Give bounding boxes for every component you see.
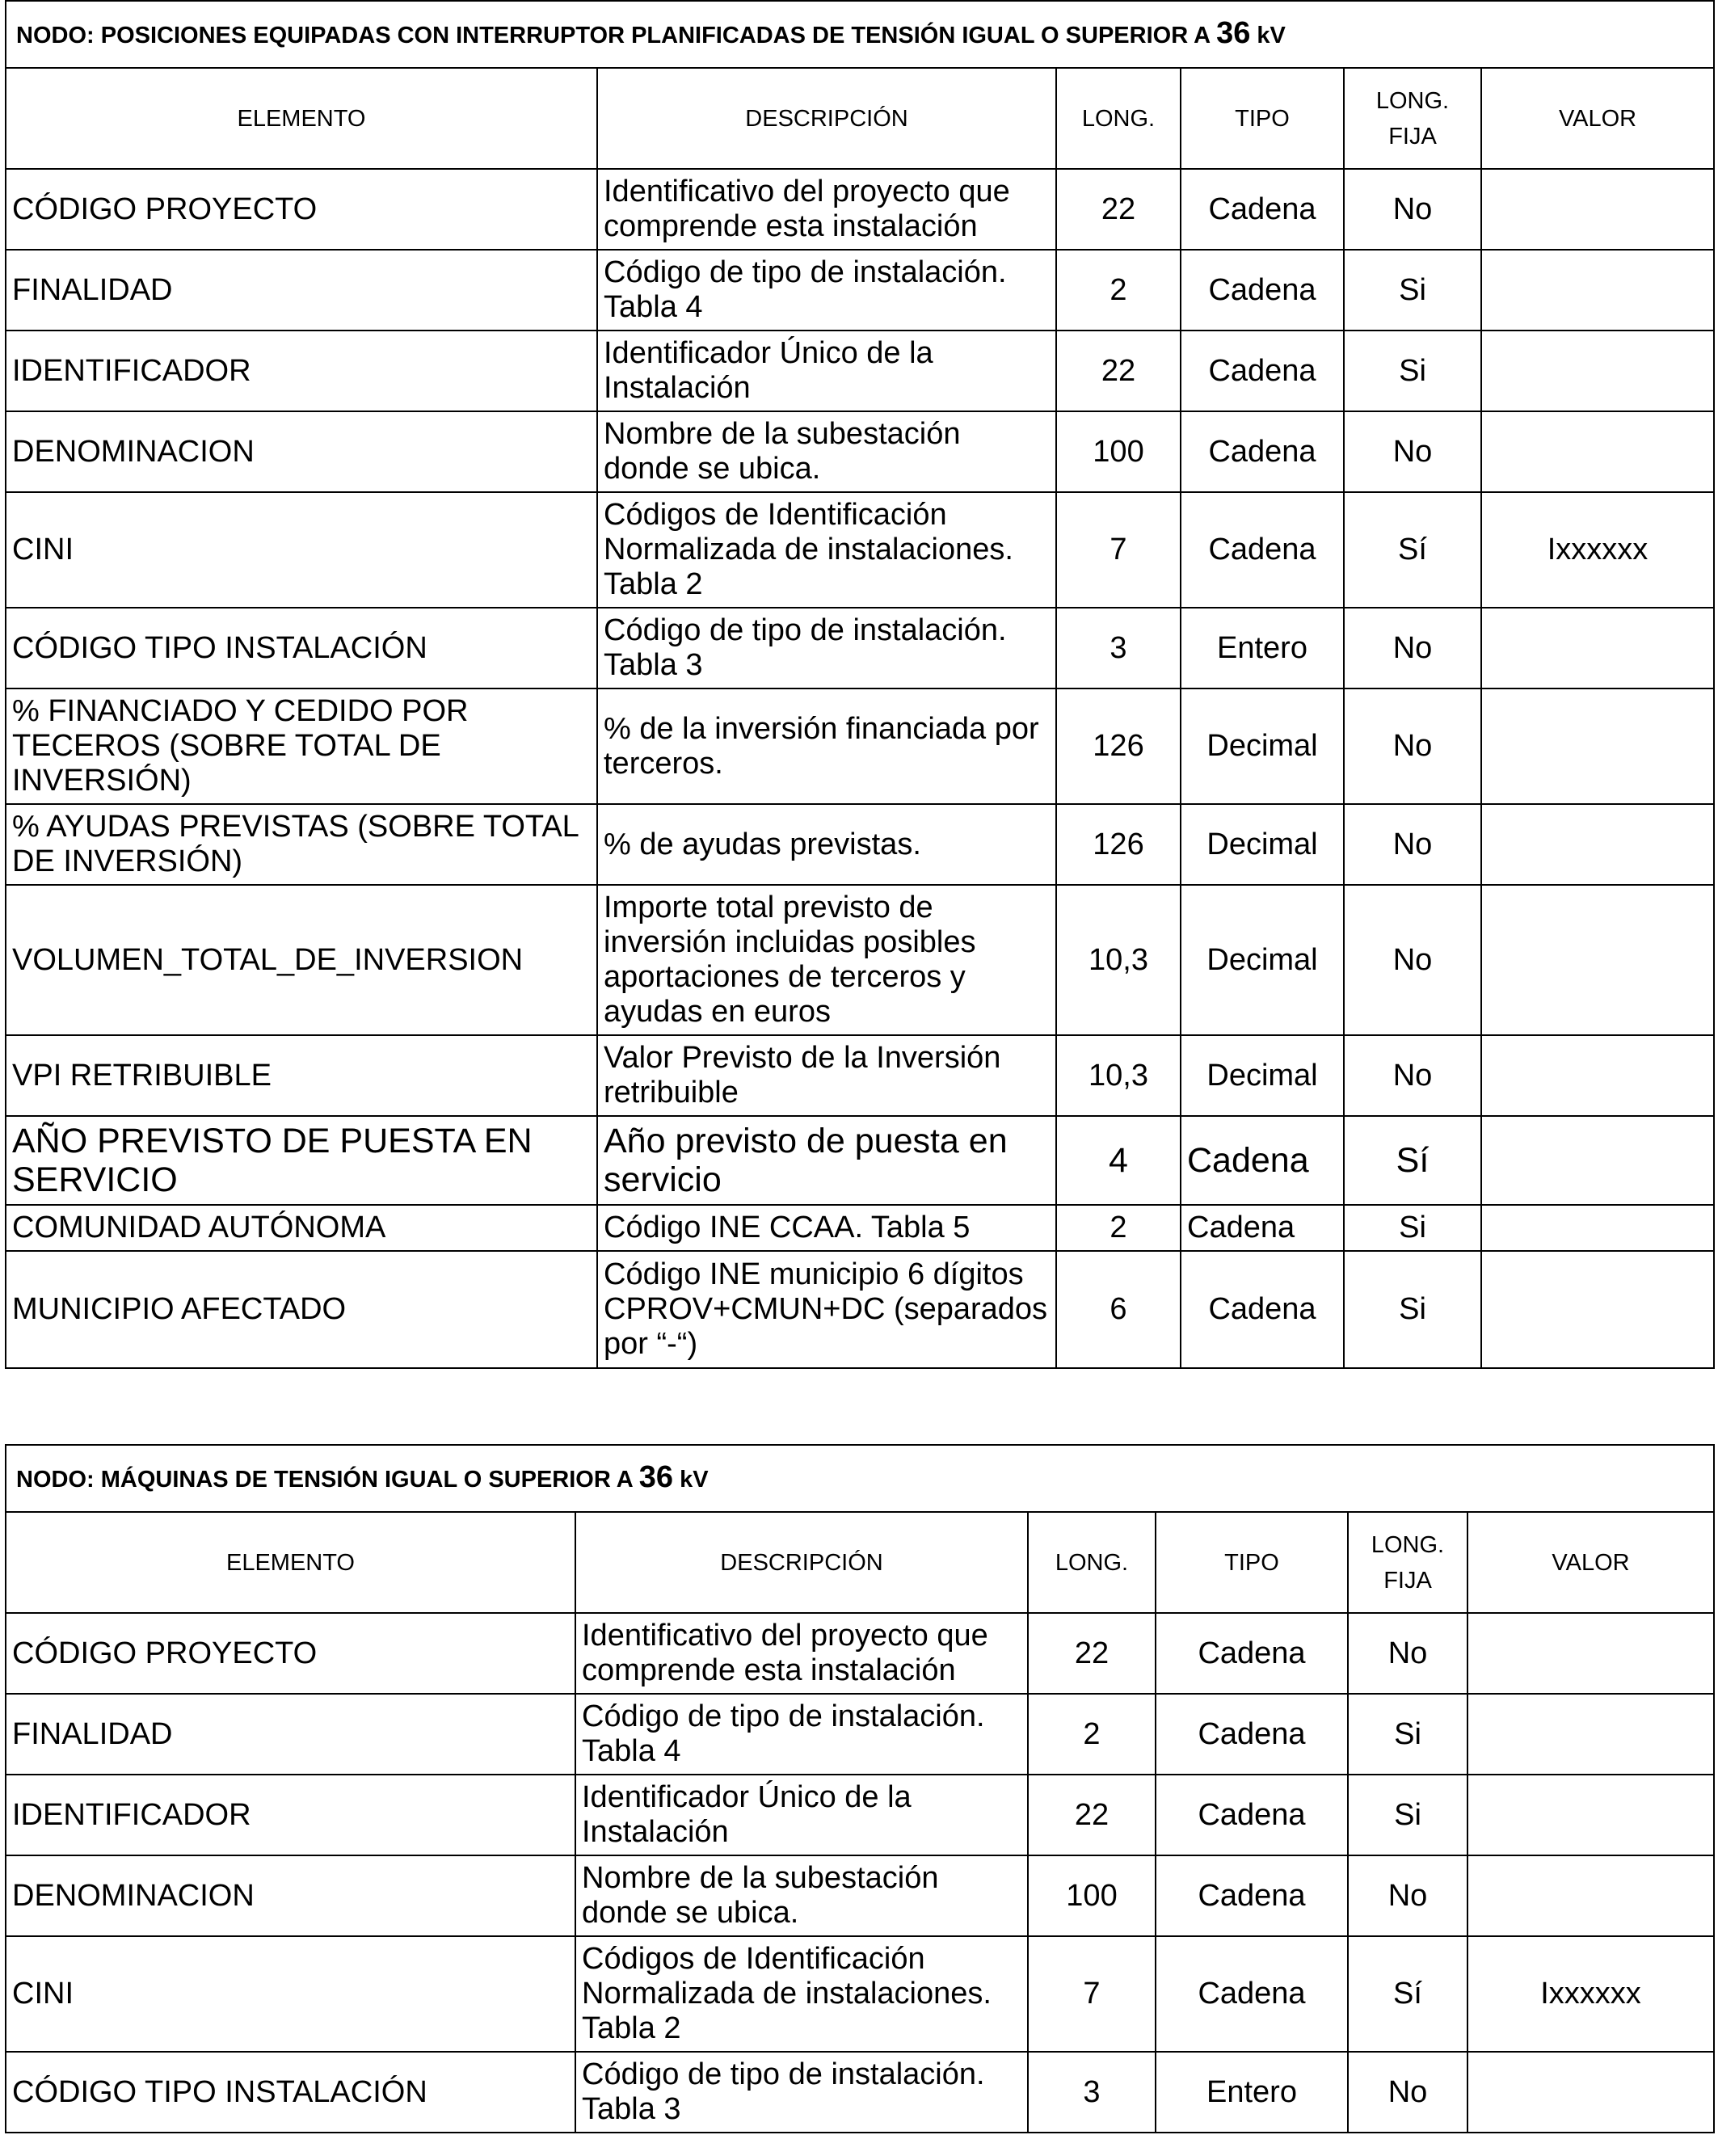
- cell-descripcion: Código de tipo de instalación. Tabla 3: [575, 2052, 1028, 2133]
- cell-valor: [1467, 2052, 1714, 2133]
- column-header-valor: VALOR: [1467, 1512, 1714, 1613]
- cell-tipo: Decimal: [1181, 885, 1344, 1035]
- cell-elemento: CINI: [6, 492, 597, 608]
- cell-tipo: Entero: [1156, 2052, 1348, 2133]
- cell-valor: [1481, 169, 1714, 250]
- table-row: [6, 1855, 1714, 1936]
- cell-descripcion: Valor Previsto de la Inversión retribuible: [597, 1035, 1056, 1116]
- cell-tipo: Decimal: [1181, 688, 1344, 804]
- cell-elemento: CÓDIGO PROYECTO: [6, 169, 597, 250]
- cell-tipo: Cadena: [1181, 1116, 1344, 1205]
- cell-long-fija: No: [1348, 1613, 1467, 1694]
- cell-long-fija: No: [1344, 688, 1481, 804]
- cell-long-fija: No: [1348, 1855, 1467, 1936]
- cell-long: 7: [1056, 492, 1181, 608]
- cell-long: 22: [1028, 1775, 1156, 1855]
- table-row: [6, 804, 1714, 885]
- table-row: [6, 1613, 1714, 1694]
- cell-valor: [1481, 1205, 1714, 1251]
- cell-long: 22: [1028, 1613, 1156, 1694]
- cell-descripcion: Identificador Único de la Instalación: [597, 331, 1056, 411]
- cell-elemento: FINALIDAD: [6, 1694, 575, 1775]
- table-row: [6, 688, 1714, 804]
- posiciones-table: [5, 0, 1715, 1369]
- column-header-elemento: ELEMENTO: [6, 68, 597, 169]
- table-row: [6, 1936, 1714, 2052]
- cell-elemento: % AYUDAS PREVISTAS (SOBRE TOTAL DE INVERSIÓN): [6, 804, 597, 885]
- cell-tipo: Cadena: [1181, 250, 1344, 331]
- cell-descripcion: Identificador Único de la Instalación: [575, 1775, 1028, 1855]
- cell-descripcion: Nombre de la subestación donde se ubica.: [575, 1855, 1028, 1936]
- cell-valor: [1481, 804, 1714, 885]
- cell-descripcion: Identificativo del proyecto que comprende esta instalación: [597, 169, 1056, 250]
- cell-elemento: VOLUMEN_TOTAL_DE_INVERSION: [6, 885, 597, 1035]
- cell-descripcion: Código INE CCAA. Tabla 5: [597, 1205, 1056, 1251]
- cell-valor: [1481, 1251, 1714, 1368]
- cell-long: 10,3: [1056, 885, 1181, 1035]
- table-row: [6, 169, 1714, 250]
- cell-tipo: Decimal: [1181, 804, 1344, 885]
- cell-long: 10,3: [1056, 1035, 1181, 1116]
- cell-tipo: Entero: [1181, 608, 1344, 688]
- cell-valor: [1481, 331, 1714, 411]
- cell-valor: [1481, 250, 1714, 331]
- cell-descripcion: Nombre de la subestación donde se ubica.: [597, 411, 1056, 492]
- table-row: [6, 608, 1714, 688]
- cell-tipo: Cadena: [1181, 1205, 1344, 1251]
- column-header-long-fija: LONG. FIJA: [1348, 1512, 1467, 1613]
- cell-long-fija: Si: [1344, 331, 1481, 411]
- column-header-descripcion: DESCRIPCIÓN: [597, 68, 1056, 169]
- cell-elemento: CÓDIGO PROYECTO: [6, 1613, 575, 1694]
- cell-long-fija: Si: [1348, 1775, 1467, 1855]
- cell-valor: [1481, 1116, 1714, 1205]
- column-header-tipo: TIPO: [1156, 1512, 1348, 1613]
- cell-long: 2: [1056, 1205, 1181, 1251]
- table-title: NODO: POSICIONES EQUIPADAS CON INTERRUPTOR PLANIFICADAS DE TENSIÓN IGUAL O SUPERIOR A 36 kV: [6, 1, 1714, 68]
- table-row: [6, 1205, 1714, 1251]
- cell-elemento: VPI RETRIBUIBLE: [6, 1035, 597, 1116]
- cell-long-fija: No: [1344, 885, 1481, 1035]
- cell-tipo: Cadena: [1181, 1251, 1344, 1368]
- cell-tipo: Cadena: [1181, 331, 1344, 411]
- cell-long-fija: Si: [1348, 1694, 1467, 1775]
- cell-tipo: Cadena: [1181, 169, 1344, 250]
- cell-long-fija: Sí: [1344, 492, 1481, 608]
- table-row: [6, 1035, 1714, 1116]
- cell-elemento: CÓDIGO TIPO INSTALACIÓN: [6, 2052, 575, 2133]
- table-row: [6, 885, 1714, 1035]
- cell-long: 22: [1056, 169, 1181, 250]
- cell-valor: [1481, 608, 1714, 688]
- cell-long: 100: [1056, 411, 1181, 492]
- cell-descripcion: Código de tipo de instalación. Tabla 3: [597, 608, 1056, 688]
- cell-long-fija: Sí: [1348, 1936, 1467, 2052]
- cell-long: 4: [1056, 1116, 1181, 1205]
- cell-tipo: Cadena: [1156, 1613, 1348, 1694]
- table-row: [6, 1116, 1714, 1205]
- column-header-descripcion: DESCRIPCIÓN: [575, 1512, 1028, 1613]
- column-header-valor: VALOR: [1481, 68, 1714, 169]
- table-row: [6, 1775, 1714, 1855]
- cell-tipo: Cadena: [1156, 1855, 1348, 1936]
- table-title: NODO: MÁQUINAS DE TENSIÓN IGUAL O SUPERIOR A 36 kV: [6, 1445, 1714, 1512]
- column-header-long-fija: LONG. FIJA: [1344, 68, 1481, 169]
- cell-long-fija: No: [1344, 411, 1481, 492]
- cell-valor: [1481, 885, 1714, 1035]
- cell-descripcion: Códigos de Identificación Normalizada de instalaciones. Tabla 2: [575, 1936, 1028, 2052]
- cell-long: 2: [1028, 1694, 1156, 1775]
- cell-long-fija: Si: [1344, 1205, 1481, 1251]
- cell-elemento: CINI: [6, 1936, 575, 2052]
- cell-long: 100: [1028, 1855, 1156, 1936]
- cell-descripcion: Código de tipo de instalación. Tabla 4: [575, 1694, 1028, 1775]
- cell-long-fija: Sí: [1344, 1116, 1481, 1205]
- cell-valor: [1467, 1775, 1714, 1855]
- table-row: [6, 492, 1714, 608]
- cell-elemento: CÓDIGO TIPO INSTALACIÓN: [6, 608, 597, 688]
- cell-valor: Ixxxxxx: [1481, 492, 1714, 608]
- cell-tipo: Cadena: [1156, 1775, 1348, 1855]
- cell-long: 22: [1056, 331, 1181, 411]
- cell-valor: [1481, 411, 1714, 492]
- table-row: [6, 1251, 1714, 1368]
- cell-valor: [1467, 1694, 1714, 1775]
- cell-long: 126: [1056, 688, 1181, 804]
- cell-long: 2: [1056, 250, 1181, 331]
- cell-long: 3: [1056, 608, 1181, 688]
- cell-elemento: COMUNIDAD AUTÓNOMA: [6, 1205, 597, 1251]
- cell-long-fija: No: [1348, 2052, 1467, 2133]
- cell-elemento: IDENTIFICADOR: [6, 1775, 575, 1855]
- table-row: [6, 2052, 1714, 2133]
- table-row: [6, 250, 1714, 331]
- cell-long: 126: [1056, 804, 1181, 885]
- cell-long-fija: No: [1344, 1035, 1481, 1116]
- column-header-elemento: ELEMENTO: [6, 1512, 575, 1613]
- cell-descripcion: Códigos de Identificación Normalizada de instalaciones. Tabla 2: [597, 492, 1056, 608]
- cell-valor: [1481, 1035, 1714, 1116]
- column-header-long: LONG.: [1028, 1512, 1156, 1613]
- cell-descripcion: Importe total previsto de inversión incluidas posibles aportaciones de terceros y ayudas en euros: [597, 885, 1056, 1035]
- cell-valor: [1481, 688, 1714, 804]
- cell-descripcion: Año previsto de puesta en servicio: [597, 1116, 1056, 1205]
- cell-valor: [1467, 1855, 1714, 1936]
- cell-elemento: AÑO PREVISTO DE PUESTA EN SERVICIO: [6, 1116, 597, 1205]
- column-header-tipo: TIPO: [1181, 68, 1344, 169]
- cell-elemento: FINALIDAD: [6, 250, 597, 331]
- table-row: [6, 331, 1714, 411]
- table-row: [6, 1694, 1714, 1775]
- cell-valor: [1467, 1613, 1714, 1694]
- cell-elemento: % FINANCIADO Y CEDIDO POR TECEROS (SOBRE TOTAL DE INVERSIÓN): [6, 688, 597, 804]
- column-header-long: LONG.: [1056, 68, 1181, 169]
- cell-descripcion: % de ayudas previstas.: [597, 804, 1056, 885]
- cell-elemento: DENOMINACION: [6, 1855, 575, 1936]
- cell-descripcion: Identificativo del proyecto que comprende esta instalación: [575, 1613, 1028, 1694]
- cell-tipo: Cadena: [1181, 411, 1344, 492]
- cell-descripcion: Código de tipo de instalación. Tabla 4: [597, 250, 1056, 331]
- cell-tipo: Cadena: [1156, 1694, 1348, 1775]
- cell-long-fija: No: [1344, 804, 1481, 885]
- cell-long: 7: [1028, 1936, 1156, 2052]
- cell-long-fija: No: [1344, 169, 1481, 250]
- maquinas-table: [5, 1444, 1715, 2133]
- cell-tipo: Cadena: [1156, 1936, 1348, 2052]
- cell-valor: Ixxxxxx: [1467, 1936, 1714, 2052]
- cell-long-fija: Si: [1344, 250, 1481, 331]
- cell-long-fija: No: [1344, 608, 1481, 688]
- cell-long-fija: Si: [1344, 1251, 1481, 1368]
- cell-tipo: Cadena: [1181, 492, 1344, 608]
- cell-elemento: IDENTIFICADOR: [6, 331, 597, 411]
- cell-descripcion: % de la inversión financiada por terceros.: [597, 688, 1056, 804]
- cell-elemento: DENOMINACION: [6, 411, 597, 492]
- cell-long: 6: [1056, 1251, 1181, 1368]
- cell-tipo: Decimal: [1181, 1035, 1344, 1116]
- cell-long: 3: [1028, 2052, 1156, 2133]
- table-row: [6, 411, 1714, 492]
- cell-descripcion: Código INE municipio 6 dígitos CPROV+CMUN+DC (separados por “-“): [597, 1251, 1056, 1368]
- cell-elemento: MUNICIPIO AFECTADO: [6, 1251, 597, 1368]
